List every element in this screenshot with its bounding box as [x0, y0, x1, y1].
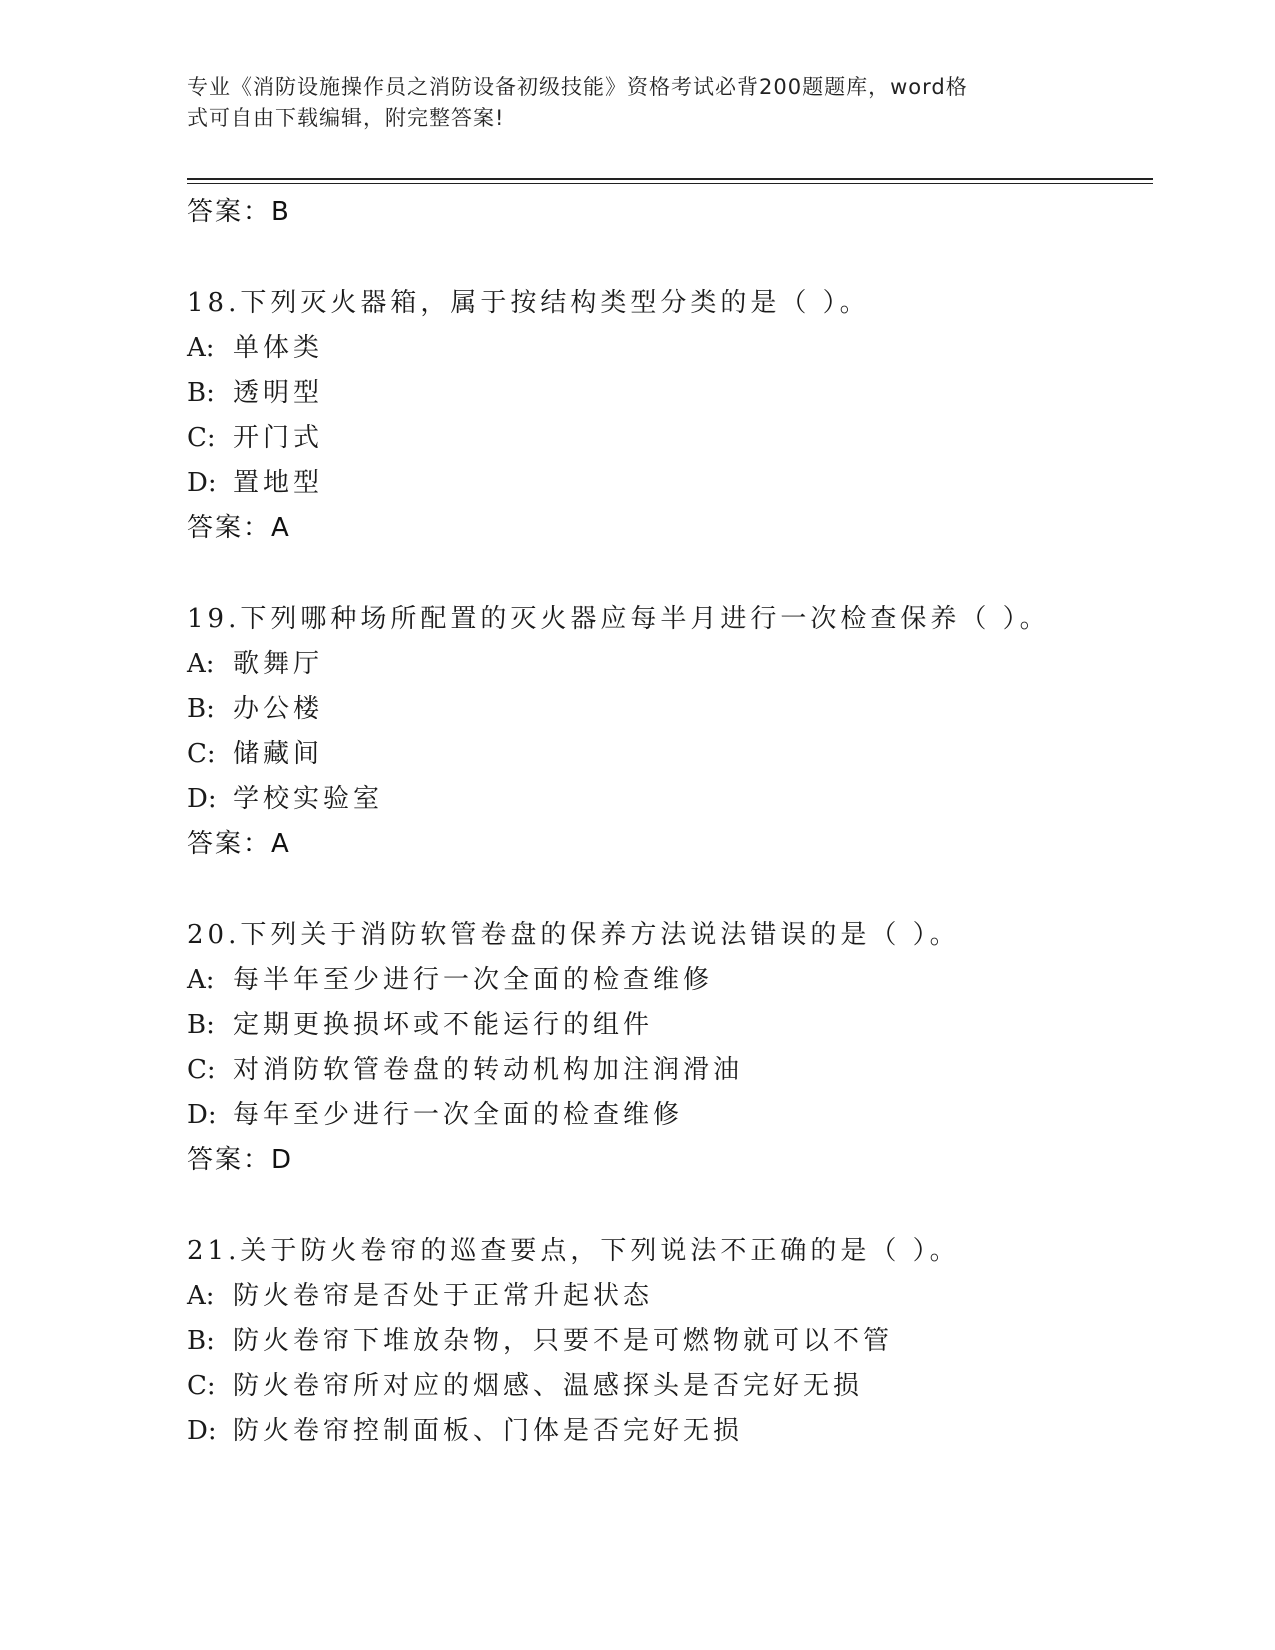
option-key: C:: [187, 739, 216, 769]
question-stem: 20.下列关于消防软管卷盘的保养方法说法错误的是（ ）。: [187, 920, 960, 950]
option-key: D:: [187, 1416, 217, 1446]
option-key: A:: [187, 965, 215, 995]
header-rule-thin: [187, 183, 1153, 184]
answer-line: 答案：A: [187, 829, 291, 859]
option-c: [187, 1048, 1153, 1093]
question-item: [187, 597, 1153, 866]
question-stem: 19.下列哪种场所配置的灭火器应每半月进行一次检查保养（ ）。: [187, 604, 1050, 634]
option-key: A:: [187, 649, 215, 679]
option-a: [187, 958, 1153, 1003]
option-d: [187, 1409, 1153, 1454]
document-header: [187, 72, 1067, 134]
option-key: D:: [187, 784, 217, 814]
option-key: B:: [187, 1010, 215, 1040]
option-key: C:: [187, 423, 216, 453]
question-list: [187, 190, 1153, 1454]
option-a: [187, 1274, 1153, 1319]
option-c: [187, 416, 1153, 461]
option-a: [187, 326, 1153, 371]
option-d: [187, 1093, 1153, 1138]
option-key: C:: [187, 1371, 216, 1401]
option-text: 开门式: [233, 423, 324, 453]
option-d: [187, 461, 1153, 506]
option-text: 储藏间: [233, 739, 324, 769]
option-text: 定期更换损坏或不能运行的组件: [233, 1010, 654, 1040]
question-item: [187, 913, 1153, 1182]
option-text: 办公楼: [233, 694, 324, 724]
header-line-1: 专业《消防设施操作员之消防设备初级技能》资格考试必背200题题库，word格: [187, 75, 968, 99]
option-key: D:: [187, 1100, 217, 1130]
option-text: 防火卷帘下堆放杂物，只要不是可燃物就可以不管: [233, 1326, 894, 1356]
answer-line: 答案：B: [187, 197, 291, 227]
option-key: A:: [187, 333, 215, 363]
option-text: 歌舞厅: [233, 649, 324, 679]
option-key: D:: [187, 468, 217, 498]
header-line-2: 式可自由下载编辑，附完整答案!: [187, 106, 505, 130]
option-c: [187, 732, 1153, 777]
option-d: [187, 777, 1153, 822]
option-b: [187, 1003, 1153, 1048]
option-key: A:: [187, 1281, 215, 1311]
header-rule-thick: [187, 178, 1153, 180]
option-text: 防火卷帘控制面板、门体是否完好无损: [233, 1416, 744, 1446]
option-b: [187, 687, 1153, 732]
question-stem: 18.下列灭火器箱，属于按结构类型分类的是（ ）。: [187, 288, 870, 318]
option-text: 学校实验室: [233, 784, 384, 814]
option-key: B:: [187, 1326, 215, 1356]
question-stem: 21.关于防火卷帘的巡查要点，下列说法不正确的是（ ）。: [187, 1236, 960, 1266]
option-key: C:: [187, 1055, 216, 1085]
option-text: 置地型: [233, 468, 324, 498]
question-item: [187, 1229, 1153, 1454]
option-a: [187, 642, 1153, 687]
option-text: 透明型: [233, 378, 324, 408]
option-key: B:: [187, 694, 215, 724]
question-item: [187, 281, 1153, 550]
option-text: 防火卷帘是否处于正常升起状态: [233, 1281, 654, 1311]
option-text: 每年至少进行一次全面的检查维修: [233, 1100, 684, 1130]
option-b: [187, 371, 1153, 416]
option-text: 对消防软管卷盘的转动机构加注润滑油: [233, 1055, 744, 1085]
option-text: 防火卷帘所对应的烟感、温感探头是否完好无损: [233, 1371, 864, 1401]
option-c: [187, 1364, 1153, 1409]
answer-line: 答案：D: [187, 1145, 294, 1175]
option-b: [187, 1319, 1153, 1364]
answer-line: 答案：A: [187, 513, 291, 543]
option-text: 每半年至少进行一次全面的检查维修: [233, 965, 714, 995]
option-text: 单体类: [233, 333, 324, 363]
option-key: B:: [187, 378, 215, 408]
